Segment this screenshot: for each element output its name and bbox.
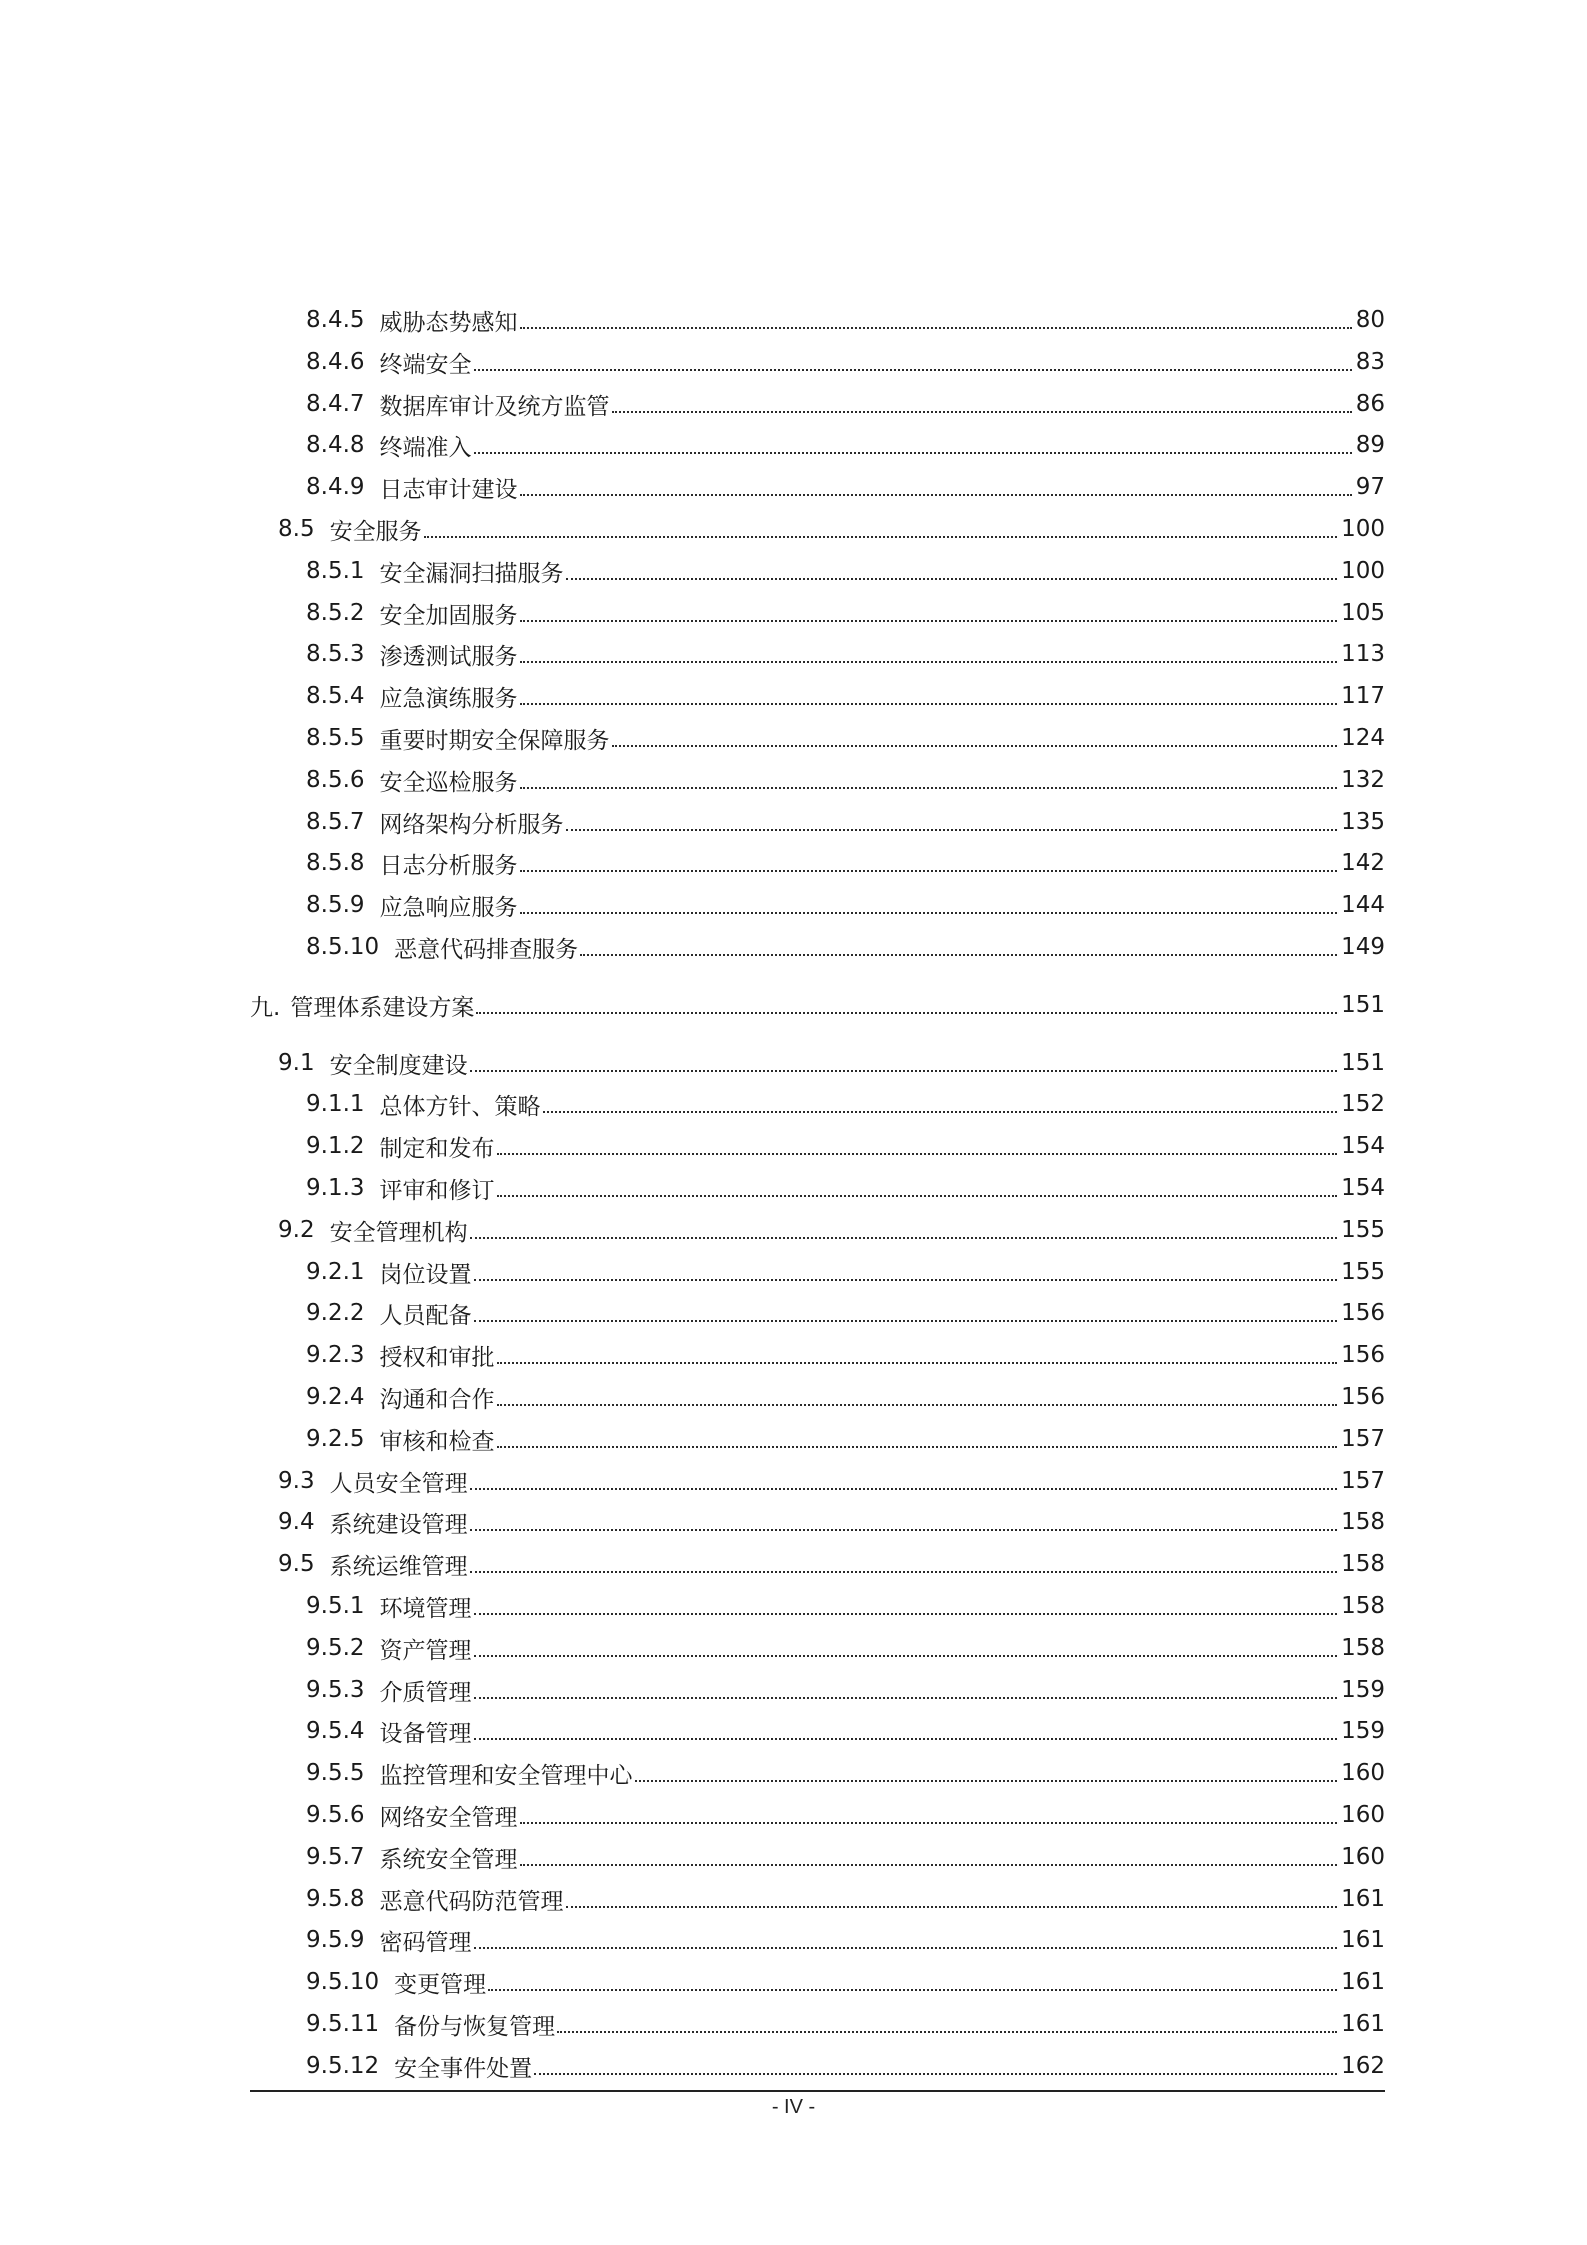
toc-entry-title: 设备管理 [379,1720,472,1747]
toc-leader-dots [520,703,1338,705]
toc-entry-title: 审核和检查 [379,1428,495,1455]
toc-entry-title: 数据库审计及统方监管 [379,393,610,420]
toc-entry-page: 158 [1341,1593,1385,1619]
toc-entry-page: 160 [1341,1760,1385,1786]
toc-entry-page: 154 [1341,1133,1385,1159]
toc-entry[interactable] [250,1084,1385,1124]
toc-entry-page: 117 [1341,683,1385,709]
toc-leader-dots [470,1237,1338,1239]
toc-entry-title: 终端安全 [379,351,472,378]
toc-entry-page: 142 [1341,850,1385,876]
toc-leader-dots [470,1488,1338,1490]
toc-entry-page: 156 [1341,1384,1385,1410]
toc-entry[interactable] [250,927,1385,967]
toc-entry-title: 人员配备 [379,1302,472,1329]
toc-entry[interactable] [250,802,1385,842]
toc-entry-page: 161 [1341,2011,1385,2037]
toc-entry[interactable] [250,1293,1385,1333]
toc-entry-title: 资产管理 [379,1637,472,1664]
toc-leader-dots [470,1529,1338,1531]
toc-entry-title: 介质管理 [379,1679,472,1706]
toc-entry-number: 9.5.5 [306,1760,365,1786]
toc-entry-title: 安全加固服务 [379,602,518,629]
toc-entry-number: 9.1.1 [306,1091,365,1117]
toc-leader-dots [474,1655,1338,1657]
toc-leader-dots [566,1906,1338,1908]
toc-leader-dots [488,1989,1337,1991]
toc-entry[interactable] [250,2004,1385,2044]
toc-entry[interactable] [250,1502,1385,1542]
toc-entry[interactable] [250,509,1385,549]
toc-entry-title: 终端准入 [379,434,472,461]
toc-entry-page: 152 [1341,1091,1385,1117]
toc-entry-number: 8.4.6 [306,349,365,375]
toc-entry[interactable] [250,1879,1385,1919]
toc-leader-dots [520,1822,1338,1824]
toc-entry[interactable] [250,885,1385,925]
toc-entry[interactable] [250,1335,1385,1375]
toc-entry-title: 人员安全管理 [329,1470,468,1497]
toc-entry-number: 9.1.2 [306,1133,365,1159]
toc-entry-page: 158 [1341,1551,1385,1577]
toc-entry[interactable] [250,1920,1385,1960]
toc-leader-dots [474,1279,1338,1281]
toc-entry-title: 系统运维管理 [329,1553,468,1580]
toc-entry-page: 161 [1341,1927,1385,1953]
toc-leader-dots [566,829,1338,831]
toc-leader-dots [474,1738,1338,1740]
toc-entry-title: 安全服务 [329,518,422,545]
toc-entry-title: 重要时期安全保障服务 [379,727,610,754]
toc-entry[interactable] [250,1168,1385,1208]
toc-entry-title: 评审和修订 [379,1177,495,1204]
toc-entry-page: 161 [1341,1886,1385,1912]
toc-entry-number: 9.2.5 [306,1426,365,1452]
toc-entry[interactable] [250,593,1385,633]
toc-entry-title: 安全管理机构 [329,1219,468,1246]
toc-entry-number: 8.4.5 [306,307,365,333]
toc-leader-dots [635,1780,1338,1782]
toc-entry-title: 日志审计建设 [379,476,518,503]
toc-entry-number: 9.5.12 [306,2053,380,2079]
toc-entry[interactable] [250,551,1385,591]
toc-leader-dots [474,1613,1338,1615]
toc-leader-dots [566,578,1338,580]
toc-entry[interactable] [250,634,1385,674]
toc-entry[interactable] [250,467,1385,507]
toc-leader-dots [557,2031,1337,2033]
toc-entry-page: 144 [1341,892,1385,918]
toc-entry-page: 149 [1341,934,1385,960]
toc-entry-page: 151 [1341,1050,1385,1076]
toc-entry[interactable] [250,676,1385,716]
toc-entry-page: 160 [1341,1844,1385,1870]
toc-entry-title: 管理体系建设方案 [290,994,475,1021]
toc-leader-dots [612,745,1338,747]
toc-entry-number: 8.5.6 [306,767,365,793]
toc-entry-page: 154 [1341,1175,1385,1201]
toc-entry[interactable] [250,985,1385,1025]
toc-leader-dots [543,1111,1338,1113]
toc-entry-number: 9.2.1 [306,1259,365,1285]
toc-entry-number: 8.5.9 [306,892,365,918]
toc-entry-number: 8.5 [278,516,315,542]
toc-leader-dots [424,536,1338,538]
toc-entry[interactable] [250,2046,1385,2086]
toc-entry-number: 9.5.4 [306,1718,365,1744]
toc-entry-number: 8.5.7 [306,809,365,835]
toc-entry-number: 8.5.10 [306,934,380,960]
toc-entry-page: 80 [1355,307,1385,333]
toc-entry-number: 9.5.11 [306,2011,380,2037]
toc-entry[interactable] [250,425,1385,465]
toc-entry-page: 105 [1341,600,1385,626]
toc-leader-dots [580,954,1337,956]
toc-leader-dots [520,912,1338,914]
toc-entry-number: 8.4.8 [306,432,365,458]
toc-leader-dots [497,1446,1338,1448]
toc-entry-number: 9.2.4 [306,1384,365,1410]
toc-entry-number: 8.5.1 [306,558,365,584]
toc-entry-number: 9.3 [278,1468,315,1494]
toc-entry[interactable] [250,1377,1385,1417]
toc-leader-dots [474,369,1352,371]
toc-entry-page: 162 [1341,2053,1385,2079]
toc-entry-title: 制定和发布 [379,1135,495,1162]
toc-leader-dots [520,620,1338,622]
toc-entry[interactable] [250,342,1385,382]
toc-leader-dots [497,1404,1338,1406]
toc-entry-number: 8.5.2 [306,600,365,626]
toc-entry[interactable] [250,718,1385,758]
toc-entry[interactable] [250,760,1385,800]
toc-entry-page: 161 [1341,1969,1385,1995]
toc-entry-title: 日志分析服务 [379,852,518,879]
toc-leader-dots [474,1697,1338,1699]
toc-entry-page: 158 [1341,1509,1385,1535]
toc-leader-dots [534,2073,1337,2075]
toc-leader-dots [476,1012,1337,1014]
toc-entry[interactable] [250,1962,1385,2002]
toc-entry-title: 授权和审批 [379,1344,495,1371]
toc-entry-number: 8.5.5 [306,725,365,751]
toc-entry-page: 151 [1341,992,1385,1018]
toc-entry-number: 9.5.7 [306,1844,365,1870]
toc-entry-number: 九. [250,994,281,1021]
toc-leader-dots [520,661,1338,663]
toc-entry[interactable] [250,1628,1385,1668]
toc-entry[interactable] [250,1837,1385,1877]
toc-entry-title: 威胁态势感知 [379,309,518,336]
toc-leader-dots [520,327,1352,329]
toc-leader-dots [520,870,1338,872]
page-number: - IV - [771,2096,816,2118]
toc-entry-number: 9.5.6 [306,1802,365,1828]
toc-entry-page: 83 [1355,349,1385,375]
toc-entry-number: 8.5.4 [306,683,365,709]
toc-entry-title: 环境管理 [379,1595,472,1622]
toc-entry-number: 8.4.7 [306,391,365,417]
toc-entry[interactable] [250,1753,1385,1793]
toc-entry-title: 安全巡检服务 [379,769,518,796]
toc-entry-number: 9.4 [278,1509,315,1535]
toc-entry-number: 9.2.3 [306,1342,365,1368]
toc-entry-page: 156 [1341,1342,1385,1368]
footer-rule [250,2090,1385,2092]
toc-entry-title: 系统建设管理 [329,1511,468,1538]
toc-entry-page: 124 [1341,725,1385,751]
toc-entry-page: 155 [1341,1259,1385,1285]
toc-entry[interactable] [250,1670,1385,1710]
toc-entry-number: 9.5.9 [306,1927,365,1953]
toc-entry-page: 135 [1341,809,1385,835]
toc-entry[interactable] [250,300,1385,340]
toc-entry-title: 安全制度建设 [329,1052,468,1079]
toc-entry-number: 9.5.8 [306,1886,365,1912]
toc-entry-title: 变更管理 [394,1971,487,1998]
toc-entry-page: 86 [1355,391,1385,417]
toc-entry-title: 网络架构分析服务 [379,811,564,838]
toc-leader-dots [497,1195,1338,1197]
toc-entry-page: 160 [1341,1802,1385,1828]
toc-entry-page: 157 [1341,1426,1385,1452]
toc-entry-title: 岗位设置 [379,1261,472,1288]
toc-entry[interactable] [250,1419,1385,1459]
toc-entry-number: 9.2 [278,1217,315,1243]
toc-entry-page: 97 [1355,474,1385,500]
toc-entry-page: 159 [1341,1718,1385,1744]
toc-leader-dots [497,1153,1338,1155]
toc-leader-dots [520,787,1338,789]
toc-entry-page: 100 [1341,558,1385,584]
toc-entry[interactable] [250,1711,1385,1751]
toc-entry-title: 监控管理和安全管理中心 [379,1762,633,1789]
toc-entry-page: 113 [1341,641,1385,667]
toc-entry-number: 8.5.3 [306,641,365,667]
toc-leader-dots [612,411,1352,413]
toc-entry-number: 9.5 [278,1551,315,1577]
toc-entry-page: 132 [1341,767,1385,793]
toc-entry-page: 157 [1341,1468,1385,1494]
toc-leader-dots [470,1571,1338,1573]
toc-entry-number: 9.2.2 [306,1300,365,1326]
toc-entry-number: 9.5.10 [306,1969,380,1995]
toc-entry[interactable] [250,843,1385,883]
toc-entry-title: 安全漏洞扫描服务 [379,560,564,587]
toc-leader-dots [474,452,1352,454]
toc-entry-title: 网络安全管理 [379,1804,518,1831]
toc-entry-number: 9.5.2 [306,1635,365,1661]
toc-entry-title: 恶意代码防范管理 [379,1888,564,1915]
toc-entry-page: 159 [1341,1677,1385,1703]
toc-leader-dots [520,494,1352,496]
toc-entry-page: 89 [1355,432,1385,458]
toc-entry-number: 9.5.3 [306,1677,365,1703]
toc-entry-number: 9.1 [278,1050,315,1076]
toc-entry-title: 备份与恢复管理 [394,2013,556,2040]
toc-leader-dots [474,1947,1338,1949]
toc-entry[interactable] [250,384,1385,424]
toc-entry[interactable] [250,1461,1385,1501]
toc-entry[interactable] [250,1126,1385,1166]
toc-leader-dots [497,1362,1338,1364]
toc-entry-title: 总体方针、策略 [379,1093,541,1120]
toc-leader-dots [470,1070,1338,1072]
toc-entry-page: 155 [1341,1217,1385,1243]
toc-entry-page: 100 [1341,516,1385,542]
toc-leader-dots [474,1320,1338,1322]
toc-leader-dots [520,1864,1338,1866]
toc-entry[interactable] [250,1252,1385,1292]
toc-entry-number: 9.5.1 [306,1593,365,1619]
toc-entry[interactable] [250,1544,1385,1584]
toc-entry-page: 158 [1341,1635,1385,1661]
toc-entry-page: 156 [1341,1300,1385,1326]
toc-entry[interactable] [250,1043,1385,1083]
toc-entry-number: 9.1.3 [306,1175,365,1201]
toc-entry-title: 密码管理 [379,1929,472,1956]
toc-entry-title: 渗透测试服务 [379,643,518,670]
toc-entry[interactable] [250,1795,1385,1835]
toc-entry-number: 8.5.8 [306,850,365,876]
toc-entry-title: 应急演练服务 [379,685,518,712]
toc-entry[interactable] [250,1210,1385,1250]
toc-entry-title: 安全事件处置 [394,2055,533,2082]
toc-entry-title: 恶意代码排查服务 [394,936,579,963]
toc-entry-title: 沟通和合作 [379,1386,495,1413]
toc-entry-number: 8.4.9 [306,474,365,500]
toc-entry-title: 系统安全管理 [379,1846,518,1873]
toc-entry-title: 应急响应服务 [379,894,518,921]
toc-entry[interactable] [250,1586,1385,1626]
